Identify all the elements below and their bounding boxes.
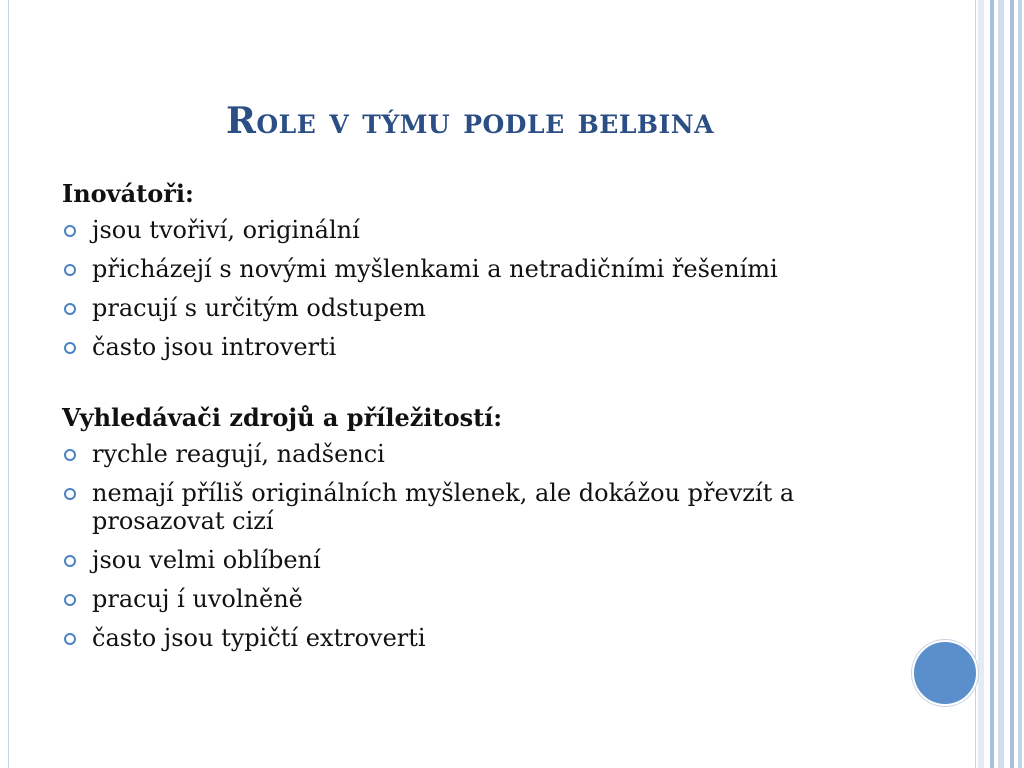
bullet-list-resource-investigators <box>62 440 902 652</box>
list-item: přicházejí s novými myšlenkami a netradičními řešeními <box>62 255 902 283</box>
list-item: jsou tvořiví, originální <box>62 216 902 244</box>
section-spacer <box>62 372 902 402</box>
list-item: rychle reagují, nadšenci <box>62 440 902 468</box>
decorative-circle-icon <box>912 640 978 706</box>
bullet-icon <box>64 594 76 606</box>
list-item: jsou velmi oblíbení <box>62 546 902 574</box>
bullet-icon <box>64 264 76 276</box>
slide-content <box>62 178 902 663</box>
bullet-icon <box>64 488 76 500</box>
bullet-icon <box>64 342 76 354</box>
section-heading-innovators: Inovátoři: <box>62 179 194 208</box>
list-item: často jsou introverti <box>62 333 902 361</box>
bullet-icon <box>64 225 76 237</box>
bullet-list-innovators <box>62 216 902 361</box>
list-item: pracují s určitým odstupem <box>62 294 902 322</box>
bullet-icon <box>64 633 76 645</box>
list-item: často jsou typičtí extroverti <box>62 624 902 652</box>
bullet-icon <box>64 555 76 567</box>
bullet-icon <box>64 303 76 315</box>
bullet-icon <box>64 449 76 461</box>
side-stripes-decoration <box>976 0 1024 768</box>
section-heading-resource-investigators: Vyhledávači zdrojů a příležitostí: <box>62 403 503 432</box>
slide-title: Role v týmu podle belbina <box>225 100 714 142</box>
list-item: nemají příliš originálních myšlenek, ale dokážou převzít a prosazovat cizí <box>62 479 902 535</box>
list-item: pracuj í uvolněně <box>62 585 902 613</box>
